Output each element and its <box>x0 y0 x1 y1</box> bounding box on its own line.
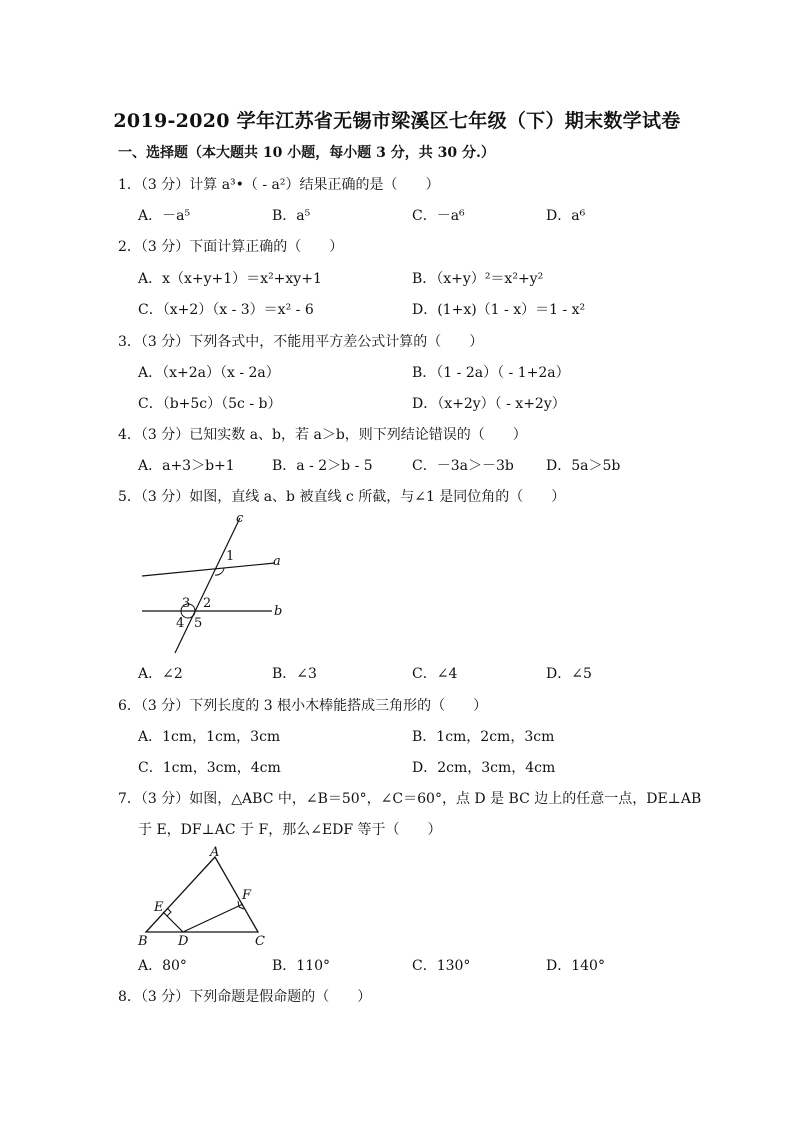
q6-option-c: C．1cm，3cm，4cm <box>138 760 281 776</box>
label-b: b <box>274 604 283 619</box>
q7-option-b: B．110° <box>272 958 331 974</box>
q1-option-b: B．a⁵ <box>272 208 311 224</box>
q2-option-c: C．（x+2）（x - 3）＝x² - 6 <box>138 302 314 318</box>
q3-option-a: A．（x+2a）（x - 2a） <box>138 365 280 381</box>
q3-option-d: D．（x+2y）（ - x+2y） <box>412 396 566 412</box>
label-c: c <box>236 511 244 526</box>
question-7-stem-cont: 于 E，DF⊥AC 于 F，那么∠EDF 等于（ ） <box>138 822 442 838</box>
q5-option-d: D．∠5 <box>546 666 592 682</box>
q2-option-b: B．（x+y）²＝x²+y² <box>412 271 544 287</box>
label-5: 5 <box>194 616 203 631</box>
section-heading: 一、选择题（本大题共 10 小题，每小题 3 分，共 30 分.） <box>118 145 495 161</box>
q3-option-b: B．（1 - 2a）（ - 1+2a） <box>412 365 570 381</box>
q1-option-d: D．a⁶ <box>546 208 586 224</box>
label-E: E <box>154 900 164 915</box>
page-title: 2019-2020 学年江苏省无锡市梁溪区七年级（下）期末数学试卷 <box>113 110 681 132</box>
label-2: 2 <box>203 596 212 611</box>
question-6-stem: 6．（3 分）下列长度的 3 根小木棒能搭成三角形的（ ） <box>118 698 488 714</box>
question-3-stem: 3．（3 分）下列各式中，不能用平方差公式计算的（ ） <box>118 334 484 350</box>
q3-option-c: C．（b+5c）（5c - b） <box>138 396 282 412</box>
q4-option-a: A．a+3＞b+1 <box>138 458 235 474</box>
label-F: F <box>242 888 252 903</box>
question-5-stem: 5．（3 分）如图，直线 a、b 被直线 c 所截，与∠1 是同位角的（ ） <box>118 489 566 505</box>
q7-option-c: C．130° <box>412 958 471 974</box>
label-D: D <box>178 934 189 949</box>
q7-option-d: D．140° <box>546 958 605 974</box>
q4-option-b: B．a - 2＞b - 5 <box>272 458 373 474</box>
q2-option-a: A．x（x+y+1）＝x²+xy+1 <box>138 271 322 287</box>
right-angle-e <box>167 908 171 916</box>
q1-option-c: C．－a⁶ <box>412 208 465 224</box>
segment-df <box>183 904 243 932</box>
label-A: A <box>210 845 220 860</box>
label-C: C <box>255 934 265 949</box>
label-3: 3 <box>182 596 191 611</box>
q5-option-c: C．∠4 <box>412 666 458 682</box>
label-a: a <box>273 554 281 569</box>
q2-option-d: D．(1+x)（1 - x）＝1 - x² <box>412 302 586 318</box>
line-c <box>175 518 240 653</box>
q4-option-d: D．5a＞5b <box>546 458 621 474</box>
q7-option-a: A．80° <box>138 958 187 974</box>
q6-option-a: A．1cm，1cm，3cm <box>138 729 281 745</box>
label-B: B <box>138 934 148 949</box>
label-1: 1 <box>226 549 235 564</box>
q6-option-b: B．1cm，2cm，3cm <box>412 729 555 745</box>
line-a <box>142 563 275 576</box>
question-8-stem: 8．（3 分）下列命题是假命题的（ ） <box>118 989 372 1005</box>
question-7-stem: 7．（3 分）如图，△ABC 中，∠B＝50°，∠C＝60°，点 D 是 BC 边上的任意一点，DE⊥AB <box>118 791 702 807</box>
question-2-stem: 2．（3 分）下面计算正确的（ ） <box>118 239 344 255</box>
triangle-figure <box>134 843 274 951</box>
question-4-stem: 4．（3 分）已知实数 a、b，若 a＞b，则下列结论错误的（ ） <box>118 427 527 443</box>
q1-option-a: A．－a⁵ <box>138 208 191 224</box>
q6-option-d: D．2cm，3cm，4cm <box>412 760 556 776</box>
q5-option-a: A．∠2 <box>138 666 183 682</box>
q5-option-b: B．∠3 <box>272 666 317 682</box>
label-4: 4 <box>176 616 185 631</box>
question-1-stem: 1．（3 分）计算 a³•（ - a²）结果正确的是（ ） <box>118 177 440 193</box>
segment-de <box>163 912 183 932</box>
q4-option-c: C．－3a＞－3b <box>412 458 514 474</box>
parallel-lines-figure <box>130 510 300 658</box>
